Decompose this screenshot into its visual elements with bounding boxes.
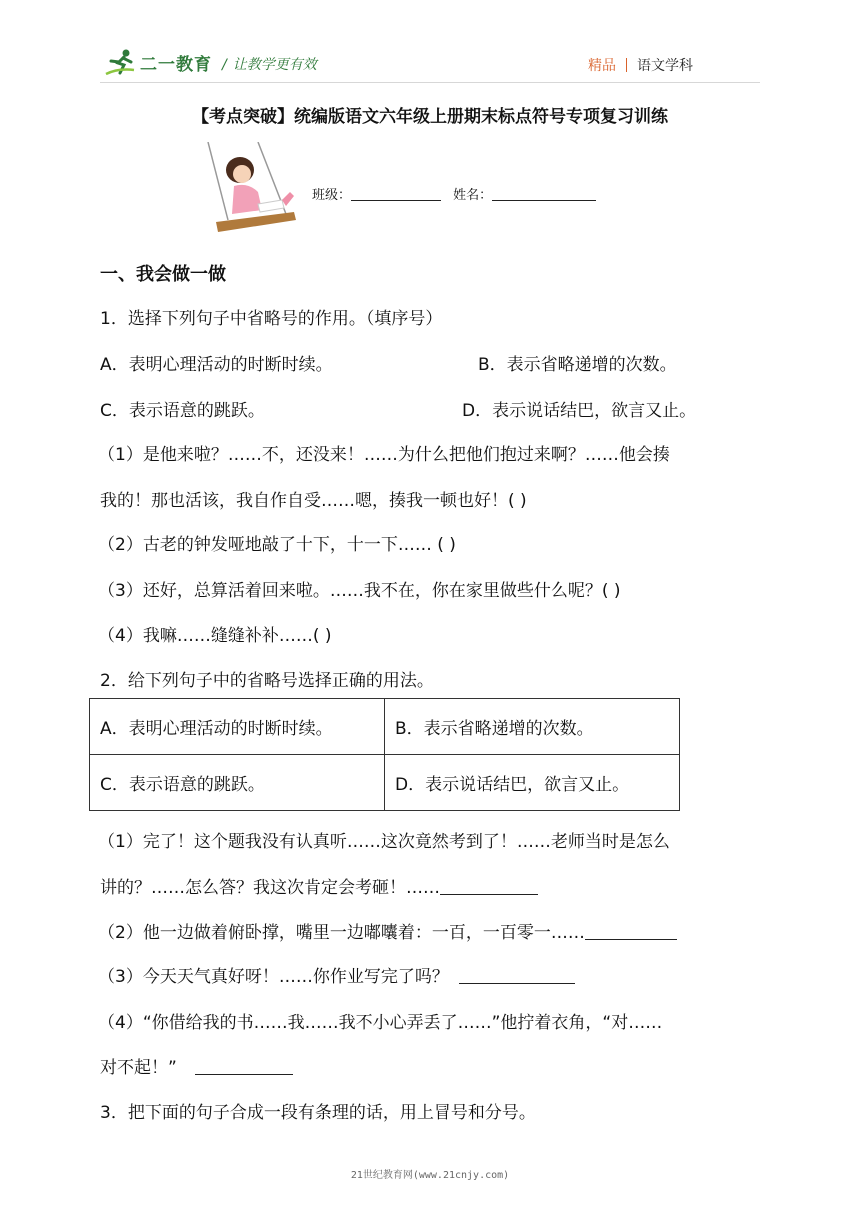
header-rule xyxy=(100,82,760,83)
q2-sentence-1a: （1）完了！这个题我没有认真听……这次竟然考到了！……老师当时是怎么 xyxy=(98,832,670,852)
table-row xyxy=(90,755,680,811)
answer-blank[interactable] xyxy=(585,925,677,940)
q2-options-table xyxy=(89,698,680,811)
slogan: / 让教学更有效 xyxy=(222,57,317,73)
q1-sentence-1b: 我的！那也活该，我自作自受……嗯，揍我一顿也好！( ) xyxy=(100,491,527,511)
q1-option-c: C．表示语意的跳跃。 xyxy=(100,401,265,421)
q2-sentence-2: （2）他一边做着俯卧撑，嘴里一边嘟囔着：一百，一百零一…… xyxy=(98,923,585,943)
q1-option-b: B．表示省略递增的次数。 xyxy=(478,355,677,375)
q1-sentence-2: （2）古老的钟发哑地敲了十下，十一下…… ( ) xyxy=(98,535,456,555)
q1-option-d: D．表示说话结巴，欲言又止。 xyxy=(462,401,697,421)
q2-sentence-1b-wrap xyxy=(100,873,538,898)
header-right xyxy=(588,55,693,75)
answer-blank[interactable] xyxy=(459,969,575,984)
runner-logo-icon xyxy=(104,48,136,76)
q2-sentence-4b-wrap xyxy=(100,1053,293,1078)
q3-stem: 3．把下面的句子合成一段有条理的话，用上冒号和分号。 xyxy=(100,1103,536,1123)
section-heading: 一、我会做一做 xyxy=(100,264,226,285)
table-cell: D．表示说话结巴，欲言又止。 xyxy=(385,755,680,811)
girl-on-swing-illustration xyxy=(198,142,308,242)
logo-text: 二一教育 xyxy=(140,54,212,75)
q1-option-a: A．表明心理活动的时断时续。 xyxy=(100,355,333,375)
table-row xyxy=(90,699,680,755)
q1-sentence-3: （3）还好，总算活着回来啦。……我不在，你在家里做些什么呢？( ) xyxy=(98,581,621,601)
table-cell: C．表示语意的跳跃。 xyxy=(90,755,385,811)
name-label: 姓名： xyxy=(453,188,493,203)
q2-sentence-2-wrap xyxy=(98,918,677,943)
page-footer: 21世纪教育网(www.21cnjy.com) xyxy=(350,1170,510,1181)
q2-sentence-4b: 对不起！” xyxy=(100,1058,177,1078)
quality-badge: 精品 xyxy=(588,58,616,74)
class-label: 班级： xyxy=(312,188,352,203)
q2-sentence-1b: 讲的？……怎么答？我这次肯定会考砸！…… xyxy=(100,878,440,898)
page-title: 【考点突破】统编版语文六年级上册期末标点符号专项复习训练 xyxy=(192,107,668,127)
brand-logo xyxy=(104,48,212,76)
header-divider xyxy=(626,58,627,72)
answer-blank[interactable] xyxy=(440,880,538,895)
q1-sentence-1a: （1）是他来啦？……不，还没来！……为什么把他们抱过来啊？……他会揍 xyxy=(98,445,670,465)
slogan-text: 让教学更有效 xyxy=(232,57,317,73)
q1-sentence-4: （4）我嘛……缝缝补补……( ) xyxy=(98,626,332,646)
subject-label: 语文学科 xyxy=(637,58,693,74)
name-blank[interactable] xyxy=(492,188,596,201)
table-cell: A．表明心理活动的时断时续。 xyxy=(90,699,385,755)
student-info-line xyxy=(312,184,596,203)
answer-blank[interactable] xyxy=(195,1060,293,1075)
q1-stem: 1．选择下列句子中省略号的作用。（填序号） xyxy=(100,309,443,329)
q2-sentence-3: （3）今天天气真好呀！……你作业写完了吗？ xyxy=(98,967,449,987)
table-cell: B．表示省略递增的次数。 xyxy=(385,699,680,755)
q2-sentence-4a: （4）“你借给我的书……我……我不小心弄丢了……”他拧着衣角，“对…… xyxy=(98,1013,663,1033)
class-blank[interactable] xyxy=(351,188,441,201)
q2-stem: 2．给下列句子中的省略号选择正确的用法。 xyxy=(100,671,434,691)
q2-sentence-3-wrap xyxy=(98,962,575,987)
